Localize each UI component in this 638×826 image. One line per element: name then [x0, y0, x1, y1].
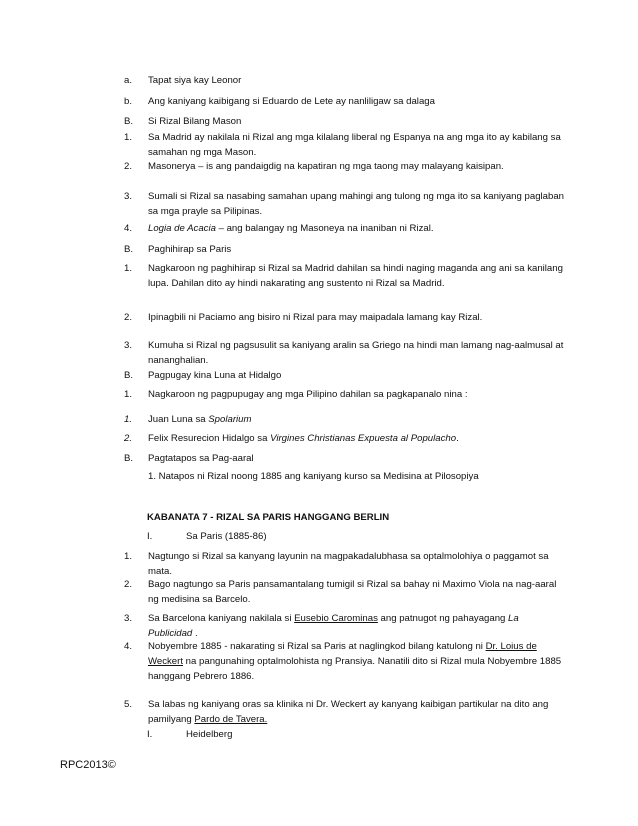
section2-marker: I. — [147, 729, 153, 740]
list-marker: B. — [124, 116, 134, 127]
logia-definition: – ang balangay ng Masoneya na inaniban ni Rizal. — [215, 223, 434, 234]
person-name-link: Dr. Loius de Weckert — [148, 641, 537, 667]
family-name-link: Pardo de Tavera. — [194, 713, 268, 725]
section-marker: I. — [147, 531, 153, 542]
punctuation: . — [192, 627, 198, 639]
list-marker: 2. — [124, 433, 133, 444]
painter-text: Juan Luna sa — [148, 414, 209, 425]
list-marker: 2. — [124, 312, 133, 323]
text-part: Nobyembre 1885 - nakarating si Rizal sa Paris at naglingkod bilang katulong ni — [148, 641, 486, 652]
list-text: 1. Natapos ni Rizal noong 1885 ang kaniyang kurso sa Medisina at Pilosopiya — [148, 471, 479, 482]
list-text: Nagkaroon ng paghihirap si Rizal sa Madrid dahilan sa hindi naging maganda ang ani sa kanilang lupa. Dahilan dito ay hindi nakarating ang sustento ni Rizal sa Madrid. — [148, 263, 563, 289]
list-marker: 2. — [124, 579, 133, 590]
list-text: Kumuha si Rizal ng pagsusulit sa kaniyang aralin sa Griego na hindi man lamang nag-aalmusal at nananghalian. — [148, 340, 564, 366]
list-marker: B. — [124, 453, 134, 464]
list-text: Nagtungo si Rizal sa kanyang layunin na magpakadalubhasa sa optalmolohiya o paggamot sa mata. — [148, 551, 549, 577]
person-name-link: Eusebio Carominas — [294, 613, 378, 624]
list-marker: 3. — [124, 613, 133, 624]
list-marker: a. — [124, 75, 133, 86]
list-marker: 1. — [124, 263, 133, 274]
list-text: Ang kaniyang kaibigang si Eduardo de Lete ay nanliligaw sa dalaga — [148, 96, 435, 107]
list-marker: 5. — [124, 699, 133, 710]
list-text: Pagtatapos sa Pag-aaral — [148, 453, 254, 464]
list-text: Paghihirap sa Paris — [148, 244, 232, 255]
painting-title: Virgines Christianas Expuesta al Populacho — [270, 433, 457, 444]
list-text: Tapat siya kay Leonor — [148, 75, 242, 86]
list-marker: 1. — [124, 132, 133, 143]
painting-title: Spolarium — [208, 414, 252, 425]
list-text: Masonerya – is ang pandaigdig na kapatiran ng mga taong may malayang kaisipan. — [148, 161, 504, 172]
list-text: Bago nagtungo sa Paris pansamantalang tumigil si Rizal sa bahay ni Maximo Viola na nag-aaral ng medisina sa Barcelo. — [148, 579, 557, 605]
list-text — [148, 432, 564, 447]
text-part: Sa labas ng kaniyang oras sa klinika ni Dr. Weckert ay kanyang kaibigan partikular na dito ang pamilyang — [148, 699, 549, 725]
text-part: na pangunahing optalmolohista ng Pransiya. Nanatili dito si Rizal mula Nobyembre 1885 hanggang Pebrero 1886. — [148, 655, 562, 682]
list-marker: 2. — [124, 161, 133, 172]
list-marker: b. — [124, 96, 133, 107]
punctuation: . — [456, 433, 459, 444]
list-text — [148, 698, 564, 728]
list-marker: 1. — [124, 389, 133, 400]
list-marker: 3. — [124, 340, 133, 351]
list-marker: B. — [124, 244, 134, 255]
list-text: Nagkaroon ng pagpupugay ang mga Pilipino dahilan sa pagkapanalo nina : — [148, 389, 468, 400]
list-text: Pagpugay kina Luna at Hidalgo — [148, 370, 282, 381]
list-text: Sumali si Rizal sa nasabing samahan upang mahingi ang tulong ng mga ito sa kaniyang paglaban sa mga prayle sa Pilipinas. — [148, 191, 565, 217]
list-marker: 1. — [124, 414, 133, 425]
section2-label: Heidelberg — [186, 729, 233, 740]
painter-text: Felix Resurecion Hidalgo sa — [148, 433, 271, 444]
text-part: ang patnugot ng pahayagang — [377, 613, 509, 624]
list-marker: B. — [124, 370, 134, 381]
list-marker: 4. — [124, 641, 133, 652]
logia-term: Logia de Acacia — [148, 223, 216, 234]
list-text: Sa Madrid ay nakilala ni Rizal ang mga kilalang liberal ng Espanya na ang mga ito ay kabilang sa samahan ng mga Mason. — [148, 132, 561, 158]
list-text — [148, 640, 564, 684]
chapter-heading: KABANATA 7 - RIZAL SA PARIS HANGGANG BERLIN — [147, 512, 390, 523]
section-label: Sa Paris (1885-86) — [186, 531, 267, 542]
list-text: Si Rizal Bilang Mason — [148, 116, 242, 127]
list-marker: 4. — [124, 223, 133, 234]
list-marker: 1. — [124, 551, 133, 562]
footer-copyright: RPC2013© — [60, 759, 116, 771]
text-part: Sa Barcelona kaniyang nakilala si — [148, 613, 295, 624]
list-marker: 3. — [124, 191, 133, 202]
list-text — [148, 222, 564, 237]
publication-title: La Publicidad — [148, 613, 519, 639]
list-text — [148, 612, 564, 642]
list-text: Ipinagbili ni Paciamo ang bisiro ni Rizal para may maipadala lamang kay Rizal. — [148, 312, 483, 323]
list-text — [148, 413, 564, 428]
